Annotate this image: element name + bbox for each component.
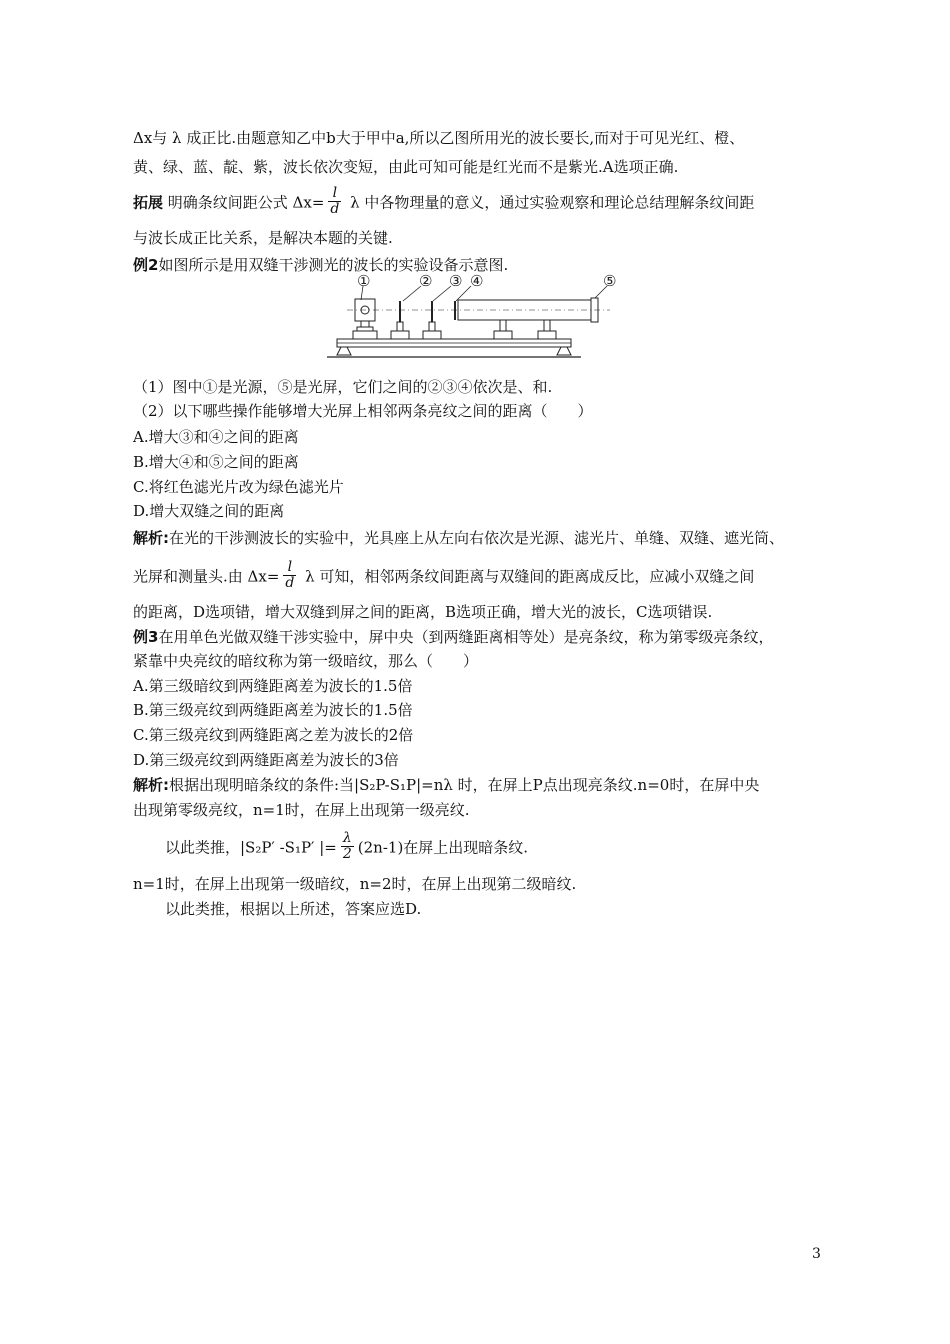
component-stands: [353, 320, 556, 339]
text-segment: 以此类推，|S₂P′ -S₁P′ |=: [165, 838, 337, 857]
double-slit-apparatus-diagram: [325, 270, 625, 365]
text-line: 与波长成正比关系，是解决本题的关键.: [133, 229, 393, 247]
example-3-heading: [133, 627, 773, 647]
text-segment: 明确条纹间距公式 Δx=: [163, 193, 325, 212]
rail-leg-left: [337, 347, 351, 355]
label-light-source: ①: [357, 272, 371, 290]
option-a: A.第三级暗纹到两缝距离差为波长的1.5倍: [133, 677, 413, 695]
fraction-numerator: λ: [341, 831, 354, 847]
option-b: B.增大④和⑤之间的距离: [133, 453, 299, 471]
analysis-line-formula: [165, 830, 529, 864]
text-line: Δx与 λ 成正比.由题意知乙中b大于甲中a,所以乙图所用光的波长要长,而对于可见光红、橙、: [133, 129, 745, 147]
fraction-denominator: d: [330, 201, 340, 217]
fraction-l-over-d: [328, 186, 341, 217]
question-1: （1）图中①是光源，⑤是光屏，它们之间的②③④依次是、和.: [133, 378, 553, 396]
fraction-denominator: 2: [342, 846, 352, 862]
fraction-numerator: l: [328, 186, 341, 202]
question-2: （2）以下哪些操作能够增大光屏上相邻两条亮纹之间的距离（ ）: [133, 402, 593, 420]
label-double-slit: ④: [470, 272, 484, 290]
text-segment: 光屏和测量头.由 Δx=: [133, 567, 280, 586]
analysis-paragraph: [133, 528, 784, 548]
label-screen: ⑤: [603, 272, 617, 290]
extension-label: 拓展: [133, 193, 164, 212]
rail-leg-right: [557, 347, 571, 355]
option-b: B.第三级亮纹到两缝距离差为波长的1.5倍: [133, 701, 413, 719]
option-a: A.增大③和④之间的距离: [133, 428, 299, 446]
text-segment: (2n-1)在屏上出现暗条纹.: [357, 838, 529, 857]
text-segment: 在用单色光做双缝干涉实验中，屏中央（到两缝距离相等处）是亮条纹，称为第零级亮条纹，: [158, 628, 774, 646]
text-line: 出现第零级亮纹，n=1时，在屏上出现第一级亮纹.: [133, 801, 470, 819]
text-line: 以此类推，根据以上所述，答案应选D.: [165, 900, 422, 918]
example-label: 例2: [133, 256, 159, 274]
text-line: 黄、绿、蓝、靛、紫，波长依次变短，由此可知可能是红光而不是紫光.A选项正确.: [133, 158, 679, 176]
fraction-l-over-d: [283, 560, 296, 591]
label-single-slit: ③: [449, 272, 463, 290]
text-line: 紧靠中央亮纹的暗纹称为第一级暗纹，那么（ ）: [133, 652, 479, 670]
fraction-denominator: d: [285, 575, 295, 591]
analysis-label: 解析:: [133, 776, 169, 794]
option-d: D.第三级亮纹到两缝距离差为波长的3倍: [133, 751, 399, 769]
option-c: C.将红色滤光片改为绿色滤光片: [133, 478, 344, 496]
example-label: 例3: [133, 628, 159, 646]
analysis-line-formula: [133, 559, 755, 593]
analysis-label: 解析:: [133, 529, 169, 547]
label-filter: ②: [419, 272, 433, 290]
fraction-numerator: l: [283, 560, 296, 576]
text-line: 的距离，D选项错，增大双缝到屏之间的距离，B选项正确，增大光的波长，C选项错误.: [133, 603, 713, 621]
text-line: n=1时，在屏上出现第一级暗纹，n=2时，在屏上出现第二级暗纹.: [133, 875, 577, 893]
analysis-paragraph: [133, 775, 759, 795]
text-segment: 如图所示是用双缝干涉测光的波长的实验设备示意图.: [158, 256, 509, 274]
text-segment: λ 中各物理量的意义，通过实验观察和理论总结理解条纹间距: [345, 193, 755, 212]
option-d: D.增大双缝之间的距离: [133, 502, 285, 520]
page-number: 3: [812, 1246, 821, 1262]
text-segment: 在光的干涉测波长的实验中，光具座上从左向右依次是光源、滤光片、单缝、双缝、遮光筒、: [169, 529, 785, 547]
text-segment: λ 可知，相邻两条纹间距离与双缝间的距离成反比，应减小双缝之间: [300, 567, 755, 586]
label-leaders: [361, 286, 607, 301]
fraction-lambda-over-2: [341, 831, 354, 862]
option-c: C.第三级亮纹到两缝距离之差为波长的2倍: [133, 726, 414, 744]
text-segment: 根据出现明暗条纹的条件:当|S₂P-S₁P|=nλ 时，在屏上P点出现亮条纹.n=0时，在屏中央: [169, 776, 760, 794]
extension-paragraph: [133, 185, 755, 219]
